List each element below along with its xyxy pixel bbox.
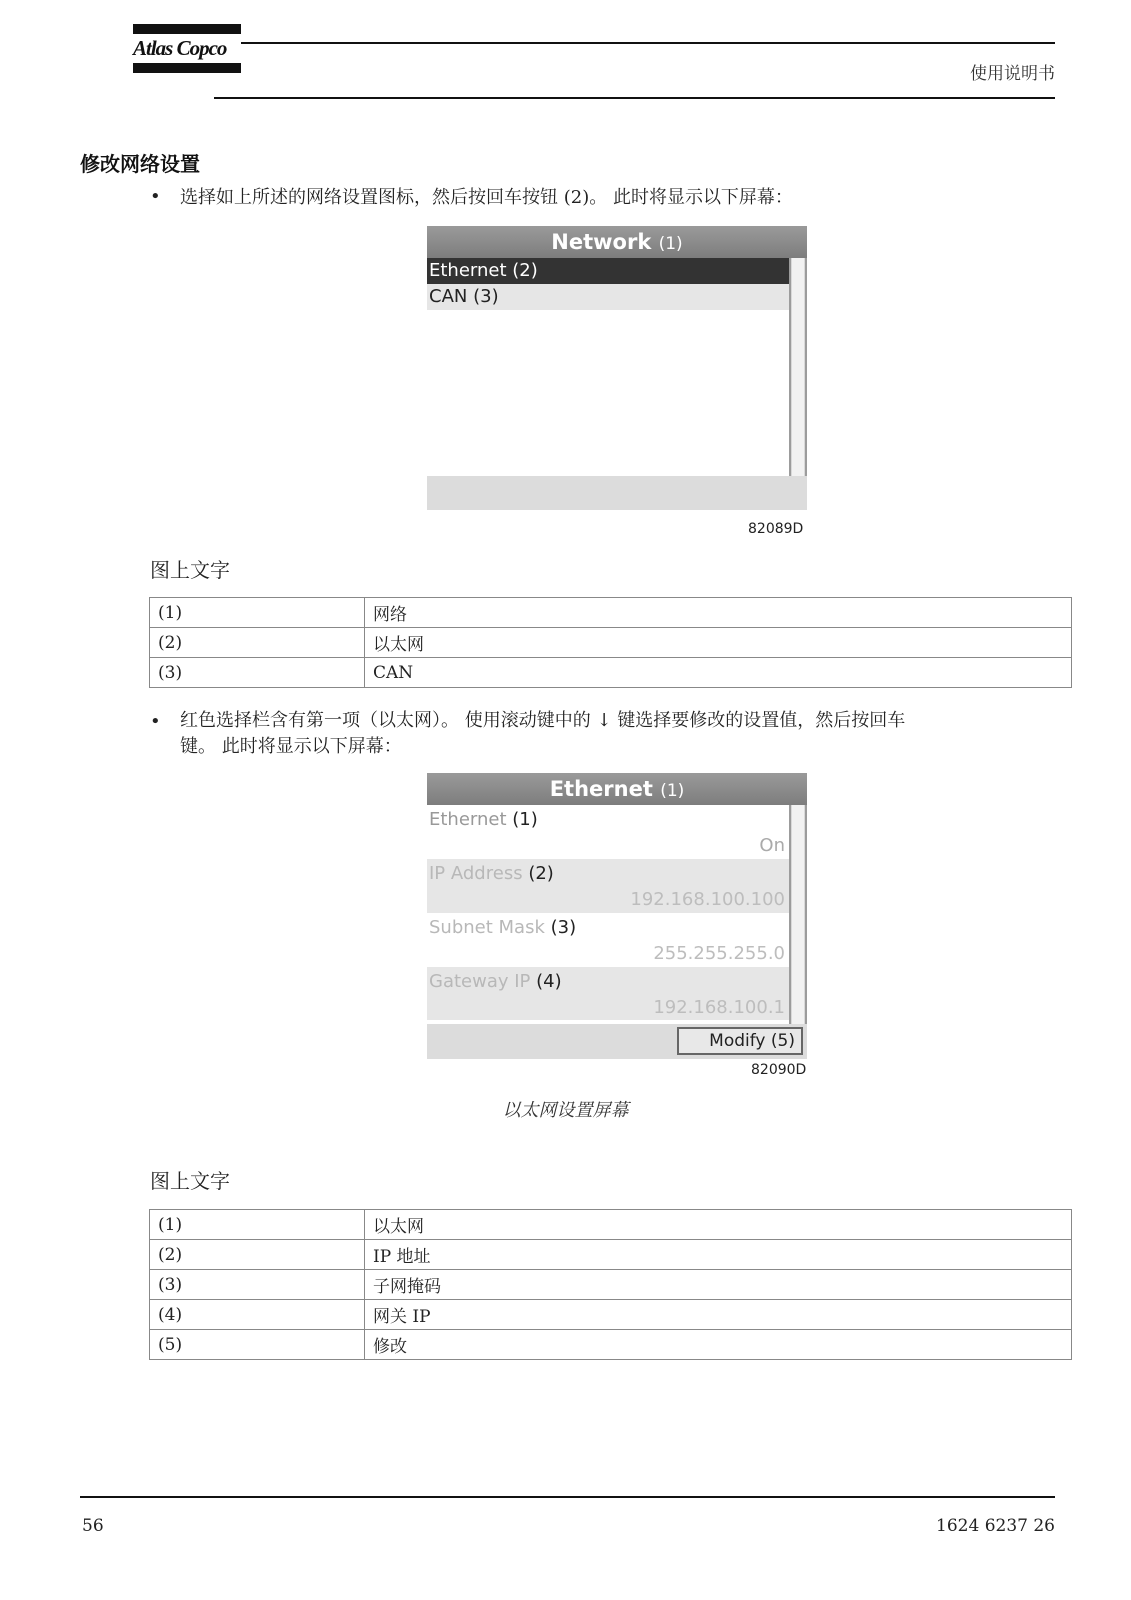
field-value: 192.168.100.1 (653, 997, 785, 1018)
network-scrollbar[interactable] (789, 258, 807, 476)
legend-text: 修改 (365, 1330, 1072, 1360)
modify-button[interactable] (677, 1027, 803, 1055)
legend-num: (3) (150, 1270, 365, 1300)
legend-text: 网络 (365, 598, 1072, 628)
footer-rule (80, 1496, 1055, 1498)
legend-text: 以太网 (365, 1210, 1072, 1240)
legend-text: IP 地址 (365, 1240, 1072, 1270)
legend2-heading: 图上文字 (150, 1169, 230, 1193)
legend-num: (4) (150, 1300, 365, 1330)
table-row (150, 598, 1072, 628)
legend1-table (149, 597, 1072, 688)
table-row (150, 1330, 1072, 1360)
legend-text: 子网掩码 (365, 1270, 1072, 1300)
table-row (150, 1210, 1072, 1240)
ethernet-screen-footer (427, 1024, 807, 1059)
legend-text: 以太网 (365, 628, 1072, 658)
network-item-label: CAN (429, 286, 468, 307)
logo-bar-bottom (133, 63, 241, 73)
ethernet-scrollbar[interactable] (789, 805, 807, 1024)
network-screen-title (427, 226, 807, 258)
field-label: IP Address (429, 863, 523, 884)
field-tag: (4) (536, 971, 562, 992)
ethernet-field-ip-address[interactable] (427, 859, 789, 913)
table-row (150, 628, 1072, 658)
legend-num: (3) (150, 658, 365, 688)
legend2-table (149, 1209, 1072, 1360)
network-item-tag: (3) (473, 286, 499, 307)
ethernet-screen (427, 773, 807, 1059)
ethernet-title-tag: (1) (660, 781, 685, 801)
ethernet-field-subnet-mask[interactable] (427, 913, 789, 967)
ethernet-screen-title (427, 773, 807, 805)
table-row (150, 1300, 1072, 1330)
step1-text: 选择如上所述的网络设置图标，然后按回车按钮 (2)。 此时将显示以下屏幕： (180, 187, 793, 208)
legend-num: (1) (150, 598, 365, 628)
field-tag: (1) (512, 809, 538, 830)
ethernet-field-ethernet[interactable] (427, 805, 789, 859)
atlas-copco-logo: Atlas Copco (133, 36, 227, 60)
step2-text-line2: 键。 此时将显示以下屏幕： (180, 736, 402, 757)
ethernet-scrollbar-thumb[interactable] (792, 805, 804, 1024)
table-row (150, 1240, 1072, 1270)
network-title-text: Network (551, 230, 652, 254)
network-screen-footer (427, 476, 807, 510)
section-title: 修改网络设置 (80, 152, 200, 176)
logo-bar-top (133, 24, 241, 34)
step2-bullet: • (150, 711, 161, 732)
network-item-can[interactable] (427, 284, 789, 310)
step2-text-line1: 红色选择栏含有第一项（以太网）。 使用滚动键中的 ↓ 键选择要修改的设置值，然后按回车 (180, 710, 906, 731)
network-scrollbar-thumb[interactable] (792, 258, 804, 476)
network-screen (427, 226, 807, 510)
field-label: Gateway IP (429, 971, 531, 992)
ethernet-image-code: 82090D (751, 1062, 807, 1078)
ethernet-title-text: Ethernet (549, 777, 653, 801)
network-image-code: 82089D (748, 521, 804, 537)
field-label: Subnet Mask (429, 917, 545, 938)
header-rule-top (241, 42, 1055, 44)
field-value: 192.168.100.100 (630, 889, 785, 910)
table-row (150, 658, 1072, 688)
network-title-tag: (1) (658, 234, 683, 254)
ethernet-caption: 以太网设置屏幕 (502, 1100, 629, 1121)
field-tag: (3) (550, 917, 577, 938)
legend-text: 网关 IP (365, 1300, 1072, 1330)
legend-num: (5) (150, 1330, 365, 1360)
ethernet-field-gateway-ip[interactable] (427, 967, 789, 1020)
modify-label: Modify (709, 1031, 766, 1051)
legend-num: (1) (150, 1210, 365, 1240)
step1-bullet: • (150, 186, 161, 207)
legend-num: (2) (150, 628, 365, 658)
modify-tag: (5) (770, 1031, 795, 1051)
field-label: Ethernet (429, 809, 507, 830)
field-value: On (759, 835, 785, 856)
legend-num: (2) (150, 1240, 365, 1270)
document-number: 1624 6237 26 (936, 1516, 1055, 1536)
network-item-label: Ethernet (429, 260, 507, 281)
field-tag: (2) (528, 863, 554, 884)
network-item-tag: (2) (512, 260, 538, 281)
legend1-heading: 图上文字 (150, 558, 230, 582)
document-title: 使用说明书 (970, 64, 1055, 84)
network-item-ethernet[interactable] (427, 258, 789, 284)
page-number: 56 (82, 1516, 104, 1536)
legend-text: CAN (365, 658, 1072, 688)
header-rule-bottom (214, 97, 1055, 99)
field-value: 255.255.255.0 (653, 943, 785, 964)
table-row (150, 1270, 1072, 1300)
